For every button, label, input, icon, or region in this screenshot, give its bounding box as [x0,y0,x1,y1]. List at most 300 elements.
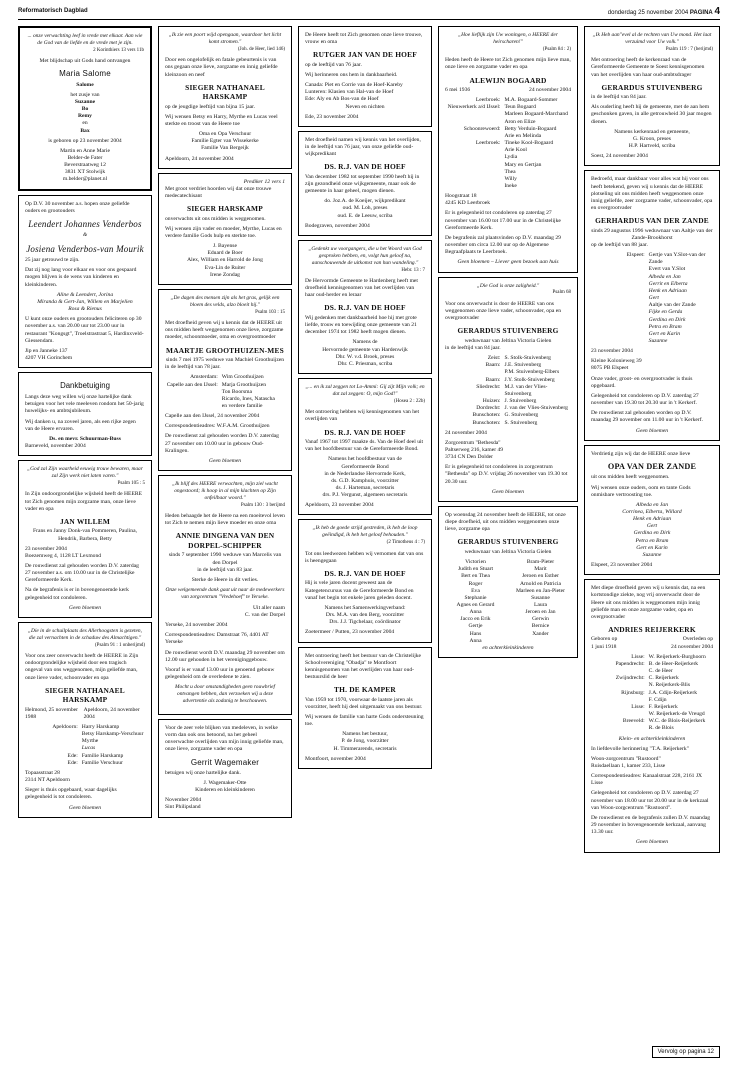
location-date: Elspeet, 23 november 2004 [591,562,653,569]
notice-intro: Bedroefd, maar dankbaar voor alles wat hij voor ons heeft betekend, geven wij u kennis dat de HEERE plotseling uit ons midden heeft weggenomen onze innig geliefde, zeer zorgzame vader, schoonvader, opa en overgrootvader [591,176,713,212]
family-row: Mary en Gertjan [504,161,542,168]
notice-quote-ref: (Hosea 2 : 22b) [394,398,425,404]
widow-of: weduwnaar van Jeltina Victoria Gielen [464,548,552,555]
address-line: Paltserweg 216, kamer 49 [445,447,504,453]
signature: ds. J. Harteman, secretaris [335,484,395,491]
location-date: Apeldoorn, 23 november 2004 [305,502,374,509]
signature: oud. M. Loh, preses [342,205,388,212]
newspaper-name: Reformatorisch Dagblad [18,8,88,14]
family-row: Gerrit en Elberta [648,280,688,287]
funeral-text: De rouwdienst zal gehouden worden op D.V. maandag 29 november om 11.00 uur in 't Kerkerf. [591,410,704,424]
notice-intro: Met diepe droefheid geven wij u kennis dat, na een kortstondige ziekte, nog vrij onverwacht door de Heere uit ons midden is weggenomen mijn innig geliefde man en onze zorgzame vader, opa en overgrootvader [591,585,706,620]
deceased-name: TH. DE KAMPER [334,685,396,695]
family-row: Leerbroek: M.A. Bogaard-Sommer [475,97,558,104]
family-row: Capelle aan den IJssel: Marja Groothuijzen [166,381,267,388]
family-row: Ricardo, Ines, Natascha [221,395,275,402]
condolence-text: Gelegenheid tot condoleren op D.V. zaterdag 27 november van 19.30 tot 20.30 uur in 't Kerkerf. [591,392,699,407]
death-notice [18,460,152,618]
notice-quote: „De dagen des mensen zijn als het gras, gelijk een bloem des velds, alzo bloeit hij." [170,294,280,308]
grandchild: Eva [471,587,480,594]
birth-date: Geboren op 1 juni 1918 [591,636,618,650]
family-list [445,355,571,427]
death-notice [438,26,578,273]
grandchild: Agnes en Gerard [456,601,495,608]
death-notice [298,26,432,127]
correspondence-address: Correspondentieadres: Damstraat 76, 4401 AT Yerseke [165,632,269,646]
location-date: Zoetermeer / Putten, 23 november 2004 [305,629,395,636]
address-line: Ruisdaellaan 1, kamer 233, Lisse [591,762,666,769]
family-row: Aron en Elize [504,118,536,125]
page-label: PAGINA [689,10,713,16]
widow-of: sinds 29 augustus 1996 weduwnaar van Aaltje van der Zande-Brookhorst [591,227,713,241]
signature: Drs. J.J. Tigchelaar, coördinator [329,619,401,626]
death-notice [584,26,720,166]
correspondence-address: Correspondentieadres: Kanaalstraat 228, 2161 JX Lisse [591,773,703,787]
column-5 [584,26,720,1031]
family-row: Amsterdam: Wim Groothuijzen [190,374,264,381]
deceased-name: OPA VAN DER ZANDE [607,461,697,471]
signature: J. Bayense [213,243,237,250]
page-number: 4 [714,6,720,17]
birth-date: is geboren op 23 november 2004 [48,137,122,144]
grandchild: Hans [469,630,482,637]
notice-footnote: Mocht u door omstandigheden geen rouwbrief ontvangen hebben, dan verzoeken wij u deze advertentie als zodanig te beschouwen. [175,684,275,705]
family-line: Gert [646,523,658,530]
family-line: Kinderen en kleinkinderen [195,787,255,794]
family-row: Fijke en Gerda [648,309,683,316]
grandchild: Marleen en Jan-Pieter [515,587,566,594]
wish-text: Wij wensen Betsy en Harry, Myrthe en Lucas veel sterkte en troost van de Heere toe [165,113,278,127]
location-date: Montfoort, november 2004 [305,755,366,762]
location-date: Capelle aan den IJssel, 24 november 2004 [165,413,260,420]
family-row: Henk en Adriaan [648,287,687,294]
family-row: Suzanne [648,337,668,344]
address-line: 4207 VH Gorinchem [25,355,73,361]
thanks-quote: Onze welgemeende dank gaat uit naar de medewerkers van zorgcentrum "Vredehoef" te Yerseke. [165,587,285,600]
family-line: Neven en nichten [345,103,385,110]
family-list [25,724,145,767]
column-3 [298,26,432,1046]
grandchildren-list [445,559,571,645]
family-row: Gert [648,295,659,302]
thanks-notice [158,719,292,818]
family-row: R. de Blois [648,725,674,732]
family-row: W. Reijerkerk-de Vreugd [648,711,705,718]
family-row: Zwijndrecht: C. Reijerkerk [615,675,679,682]
family-list [591,252,713,345]
family-row: Willy [504,175,517,182]
family-row: F. Cdijn [648,696,667,703]
thanks-text: Voor de zeer vele blijken van medeleven, in welke vorm dan ook ons betoond, na het geheel onverwachte overlijden van mijn innig geliefde man, onze lieve, zorgzame vader en opa [165,724,284,753]
notice-quote-ref: (Psalm 84 : 2) [542,46,571,52]
thanks-text: Langs deze weg willen wij onze hartelijke dank betuigen voor het vele meeleven rondom het 50-jarig huwelijks- en ambtsjubileum. [25,394,144,415]
family-line: Frans en Janny Donk-van Pommeren, Paulina, Hendrik, Barbera, Betty [33,528,137,542]
signature: Dhr. W. v.d. Broek, preses [335,353,395,360]
family-row: Rijnsburg: J.A. Cdijn-Reijerkerk [621,689,697,696]
notice-intro: Heden behaagde het de Heere na een moeitevol leven tot Zich te nemen mijn lieve moeder en onze oma [165,513,285,527]
notice-quote-ref: (Joh. de Heer, lied 146) [237,46,285,52]
ampersand: & [82,232,88,239]
signature: Namens het hoofdbestuur van de [328,456,402,463]
grandchild: Anna [469,637,482,644]
notice-quote: „... en ik zal zeggen tot Lo-Ammi: Gij zijt Mijn volk; en dat zal zeggen: O, mijn God!" [305,384,425,397]
deceased-name: GERHARDUS VAN DER ZANDE [595,216,709,226]
condolence-text: Er is gelegenheid tot condoleren op zaterdag 27 november van 16.00 tot 17.00 uur in de Christelijke Gereformeerde Kerk. [445,210,561,231]
family-row: Apeldoorn: Harry Harskamp [52,724,120,730]
family-row: Papendrecht: B. de Heer-Reijerkerk [615,660,699,667]
age-text: op de leeftijd van 76 jaar. [305,61,362,68]
family-line: Canada: Piet en Corrie van de Hoef-Kareby [305,82,403,89]
notice-intro: Voor ons onverwacht is door de HEERE van ons weggenomen onze lieve vader, schoonvader, opa en overgrootvader [445,300,562,322]
family-row: Marleen Bogaard-Marchand [504,111,568,118]
death-notice [158,173,292,285]
death-notice [298,378,432,515]
funeral-text: De rouwdienst en de begrafenis zullen D.V. maandag 29 november in bovengenoemde kerkzaal, aanvang 13.30 uur. [591,814,711,836]
family-row: Zeist: S. Stolk-Stuivenberg [487,355,551,362]
grandchild: Victorien [465,559,486,566]
age-text: op de leeftijd van 88 jaar. [591,241,648,248]
condolence-text: Gelegenheid tot condoleren op D.V. zaterdag 27 november van 18.00 uur tot 20.00 uur in de kerkzaal van Woon-zorgcentrum "Rustoord". [591,790,709,811]
deceased-name: ALEWIJN BOGAARD [469,75,547,85]
viewing-text: Onze vader, groot- en overgrootvader is thuis opgebaard. [591,375,693,389]
signature: P. de Jong, voorzitter [341,738,389,745]
notice-intro: Op woensdag 24 november heeft de HEERE, tot onze diepe droefheid, uit ons midden weggenomen onze lieve, zorgzame opa [445,511,566,533]
death-notice [158,289,292,471]
signature: Irene Zondag [210,271,240,278]
address-line: Beverstraatweg 12 [64,162,106,169]
notice-intro: Verdrietig zijn wij dat de HEERE onze lieve [591,450,691,457]
column-4 [438,26,578,1046]
location-date: November 2004 [165,797,202,804]
family-row: Bunschoten: S. Stuivenberg [472,419,538,426]
no-flowers: Geen bloemen – Liever geen bezoek aan huis [457,259,559,266]
death-notice [298,647,432,769]
page-date: donderdag 25 november 2004 PAGINA 4 [607,6,720,17]
family-line: Aline & Leendert, Jorina [56,291,114,298]
family-row: Bunschoten: G. Stuivenberg [472,412,539,419]
birth-death-dates [591,636,713,650]
family-row: Lisse: W. Reijerkerk-Burghoorn [631,653,706,660]
funeral-text: De begrafenis zal plaatsvinden op D.V. maandag 29 november om circa 12.00 uur op de Algemene Begraafplaats te Leerbroek. [445,234,561,256]
family-line: Corrinea, Elberta, Willard [622,508,682,515]
wish-text: Wij wensen de familie van harte Gods ondersteuning toe. [305,713,424,728]
signature: oud. E. de Leeuw, scriba [337,212,393,219]
notice-quote: ... onze verwachting leef in vrede met elkaar. Aan wie de God van de liefde en de vrede met je zijn. [27,33,143,46]
memory-text: In liefdevolle herinnering "T.A. Reijerkerk" [591,745,689,752]
widow-of: weduwnaar van Jeltina Victoria Gielen [464,337,552,344]
grandchild: Marit [534,566,547,573]
notice-quote-ref: Psalm 68 [552,290,571,296]
family-list [165,374,285,410]
family-row: Betsy Harskamp-Verschuur [81,731,144,738]
column-2 [158,26,292,1046]
family-row: Ede: Familie Verschuur [67,759,123,766]
signature: Namens de [352,339,378,346]
header-rule [18,19,720,20]
family-row: Schoonrewoerd: Betty Verduin-Bogaard [463,125,557,132]
notice-quote-ref: Psalm 105 : 5 [117,481,145,487]
address-line: 4245 KD Leerbroek [445,200,491,207]
signature: Gereformeerde Bond [341,463,389,470]
baby-nickname: Salome [76,81,94,88]
family-line: Lunteren: Klasien van Hal-van de Hoef [305,89,394,96]
address-line: Boezemweg 4, 1128 LT Lexmond [25,552,102,559]
notice-quote-ref: (Psalm 91 : 1 onberijmd) [95,642,145,648]
notice-intro: Heden heeft de Heere tot Zich genomen mijn lieve man, onze lieve en zorgzame vader en opa [445,57,571,71]
page-header [18,6,720,18]
location: Sint Philipsland [165,804,201,811]
parent-line: Belder-de Fater [67,155,103,161]
family-row: Nieuwerkerk a/d IJssel: Teun Bogaard [447,104,536,111]
spouse-name: Josiena Venderbos-van Mourik [26,243,144,254]
wish-text: Dat zij nog lang voor elkaar en voor ons gespaard mogen blijven is de wens van kinderen en kleinkinderen. [25,267,137,288]
address-line: 8075 PB Elspeet [591,365,629,372]
notice-quote-ref: Psalm 119 : 7 (berijmd) [665,46,713,52]
signature: in de Nederlandse Hervormde Kerk, [324,470,406,477]
notice-intro: Voor ons zeer onverwacht heeft de HEERE in Zijn ondoorgrondelijke wijsheid door een tragisch ongeval van ons weggenomen, mijn geliefde man, onze lieve vader, schoonvader en opa [25,653,139,681]
deceased-name: DS. R.J. VAN DE HOEF [324,427,406,437]
spouse-name: Leendert Johannes Venderbos [28,218,142,229]
age-text: in de leeftijd van 84 jaar. [445,344,501,351]
notice-quote: „God zal Zijn waarheid eeuwig trouw bewaren, maar zal Zijn werk niet laten varen." [27,466,143,480]
death-notice [298,240,432,374]
notice-intro: Door een ongelofelijk en fatale gebeurtenis is van ons gegaan onze lieve, zorgzame en innig geliefde kleinzoon en neef [165,57,278,78]
grandchild: Jeroen en Jan [525,609,556,616]
notice-quote: „Ik zie een poort wijd opengaan, waardoor het licht komt stromen." [168,32,282,45]
family-row: Evert van Y.Slot [648,266,686,273]
death-notice [298,519,432,642]
family-row: Arie Kool [504,147,527,154]
notice-quote: „Die in de schuilplaats des Allerhoogsten is gezeten, die zal vernachten in de schaduw des Almachtigen." [28,627,142,641]
family-row: Arie en Melinda [504,132,542,139]
signature: Namens het bestuur, [342,731,388,738]
signature: Namens kerkenraad en gemeente, [614,128,690,135]
sibling: Bo [81,106,89,113]
grandchild: Jacco en Erik [460,616,491,623]
family-row: Ineke [504,183,517,190]
memory-text: Wij herinneren ons hem in dankbaarheid. [305,71,398,78]
wish-text: Wij wensen zijn vader en moeder, Myrthe, Lucas en verdere familie Gods hulp en sterkte toe. [165,225,282,239]
notice-date: 23 november 2004 [25,545,67,552]
location-date: Soest, 24 november 2004 [591,153,648,160]
signature: Drs. M.A. van den Berg, voorzitter [325,612,405,619]
grandchild: Roger [468,580,483,587]
notice-quote-ref: Hebr. 13 : 7 [401,267,425,273]
death-notice [584,170,720,440]
family-line: Gert en Karin [636,544,668,551]
family-row: Lucas [81,745,96,752]
birth-death-dates [445,87,571,94]
deceased-name: MAARTJE GROOTHUIZEN-MES [166,345,284,355]
deceased-name: JAN WILLEM [59,516,111,526]
signature: H. Timmerarends, secretaris [333,745,397,752]
family-row: en verdere familie [221,402,263,409]
grandchild: Jeroen en Esther [522,573,559,580]
reception-text: U kunt onze ouders en grootouders feliciteren op 30 november a.s. van 20.00 uur tot 23.00 uur in restaurant "Kongsgt", Troelstrastraat 5, Hardinxveld-Giessendam. [25,316,144,344]
grandchild: Laura [533,601,548,608]
birth-death-dates [25,707,145,721]
family-line: Uit aller naam [253,604,285,611]
signature: do. Joz.A. de Koeijer, wijkpredikant [324,198,406,205]
family-row: Baarn: J.E. Stuivenberg [485,362,542,369]
signature: Dhr. C. Priesman, scriba [337,360,393,367]
death-date: Apeldoorn, 24 november 2004 [83,706,140,720]
notice-intro: Met blijdschap uit Gods hand ontvangen [39,58,131,65]
grandchild: Arnold en Patricia [519,580,561,587]
signature: Ds. en mevr. Schuurman-Buss [49,435,121,442]
family-row: Ton Boorsma [221,388,253,395]
birth-date: Helmond, 25 november 1988 [25,706,78,720]
family-line: Gerdina en Dirk [633,530,671,537]
notice-intro: De Hervormde Gemeente te Hardenberg heeft met droefheid kennisgenomen van het overlijden van haar oud-herder en leraar [305,278,418,299]
death-date: Overleden op 24 november 2004 [671,636,713,650]
address-line: 3831 XT Stolwijk [64,169,106,176]
funeral-text: De rouwdienst zal gehouden worden D.V. zaterdag 27 november om 10.00 uur in gebouw Oud-Kralingen. [165,433,279,454]
thanks-notice [18,372,152,456]
family-line: Miranda & Gert-Jan, Willem en Marjelien [37,298,133,305]
notice-text: Als ouderling heeft hij de gemeente, met de aan hem geschonken gaven, in alle getrouwheid 30 jaar mogen dienen. [591,104,712,125]
death-notice [18,622,152,818]
signature: Alex, William en Harrold de Jong [187,257,263,264]
thanks-text: Wij danken u, na zoveel jaren, als een rijke zegen van de Heere ervaren. [25,418,136,432]
notice-quote-ref: Prediker 12 vers 1 [243,178,285,185]
email-address: m.belder@planet.nl [62,176,108,183]
no-flowers: Geen bloemen [635,427,669,434]
family-line: Familie Van Bergeijk [201,145,249,152]
funeral-text: De rouwdienst wordt D.V. maandag 29 november om 12.00 uur gehouden in het vereniginggebouw. [165,649,285,663]
deceased-name: GERARDUS STUIVENBERG [457,537,559,547]
continued-on-page-link[interactable]: Vervolg op pagina 12 [652,1046,720,1058]
grandchild: Stephanie [464,594,487,601]
family-line: J. Wagemaker-Otte [203,780,247,786]
condolence-text: Er is gelegenheid tot condoleren in zorgcentrum "Bethesda" op D.V. vrijdag 26 november van 19.30 tot 20.30 uur. [445,464,568,485]
notice-quote-ref: (2 Timotheus 4 : 7) [386,540,425,546]
notice-quote: „Gedenkt uw voorgangers, die u het Woord van God gesproken hebben, en, volgt hun geloof na, aanschouwende de uitkomst van hun wandeling." [308,245,422,266]
location-date: Yerseke, 24 november 2004 [165,622,228,629]
family-row: Leerbroek: Tineke Kool-Bogaard [475,140,554,147]
family-row: Ede: Familie Harskamp [67,752,124,759]
family-line: Oma en Opa Verschuur [198,131,252,138]
grandchild: Anna [469,609,482,616]
address-line: Topaasstraat 28 [25,769,60,776]
family-line: Petra en Bram [635,537,669,544]
notice-text: onverwachts uit ons midden is weggenomen. [165,215,266,222]
family-line: Ede: Aly en Ab Bos-van de Hoef [305,96,379,103]
column-1 [18,26,152,1046]
notice-intro: Met ontroering heeft de kerkenraad van de Gereformeerde Gemeente te Soest kennisgenomen van het overlijden van haar oud-ambtsdrager [591,57,705,78]
death-notice [584,445,720,576]
age-text: op de jeugdige leeftijd van bijna 15 jaar. [165,103,256,110]
age-text: in de leeftijd van 78 jaar. [165,364,221,371]
notice-quote-ref: 2 Korinthiers 13 vers 11b [93,47,144,53]
years-married: 25 jaar getrouwd te zijn. [25,257,80,264]
condolence-text: Na de begrafenis is er in bovengenoemde kerk gelegenheid tot condoleren. [25,587,129,601]
notice-intro: Met droefheid namen wij kennis van het overlijden, in de leeftijd van 76 jaar, van onze geliefde oud-wijkpredikant [305,136,421,158]
grandchild: Bert en Thea [461,573,490,580]
death-notice [438,506,578,658]
location-date: 24 november 2004 [445,429,487,436]
signature: G. Kroon, preses [633,135,671,142]
sibling: Remy [78,113,92,120]
no-flowers: Geen bloemen [208,457,242,464]
signature: Eva-Lin de Ruiter [204,264,246,271]
family-list [591,654,713,733]
grandchild: Bernice [531,623,550,630]
birth-notice [18,26,152,191]
deceased-name: DS. R.J. VAN DE HOEF [324,162,406,172]
family-row: P.M. Stuivenberg-Elbers [504,369,560,376]
death-date: 24 november 2004 [529,86,571,93]
family-row: Gert en Karin [648,330,681,337]
signature: drs. P.J. Vergunst, algemeen secretaris [322,492,408,499]
thanks-text: betuigen wij onze hartelijke dank. [165,769,241,776]
location-date: Bodegraven, november 2004 [305,222,370,229]
grandchild: Bram-Pieter [526,559,555,566]
family-row: N. Reijerkerk-Blis [648,682,690,689]
family-row: Baarn: J.Y. Stolk-Stuivenberg [485,376,555,383]
family-list [445,97,571,190]
family-line: Henk en Adriaan [632,516,672,523]
family-row: Aaltje van der Zande [648,302,696,309]
notice-quote: „Hoe lieflijk zijn Uw woningen, o HEERE der heirscharen!" [458,32,558,45]
notice-quote-ref: Psalm 103 : 15 [255,309,285,315]
deceased-name: SIEGER NATHANAEL HARSKAMP [45,685,125,705]
signature: Hervormde gemeente van Hardenwijk [322,346,408,353]
notice-intro: Met groot verdriet hoorden wij dat onze trouwe medecatechisant [165,185,272,200]
birth-date: 6 mei 1936 [445,86,471,93]
notice-text: Wij gedenken met dankbaarheid hoe hij met grote liefde, trouw en toewijding onze gemeente van 21 december 1974 tot 1982 heeft mogen dienen. [305,314,417,336]
family-row: Huizen: J. Stuivenberg [482,398,537,405]
death-notice [158,26,292,169]
death-notice [158,475,292,715]
notice-quote: „Die God is onze zaligheid." [476,282,540,289]
family-line: Familie Egter van Wissekerke [191,138,259,145]
address-line: 3734 CN Den Dolder [445,454,494,461]
parent-line: Martin en Anne Marie [60,147,110,154]
deceased-name: DS. R.J. VAN DE HOEF [324,303,406,313]
age-text: in de leeftijd van 84 jaar. [591,94,647,101]
sibling: Suzanne [74,98,96,105]
address-line: Jip en Janneke 137 [25,347,68,354]
notice-text: Vanaf 1967 tot 1997 maakte ds. Van de Hoef deel uit van het hoofdbestuur van de Gereformeerde Bond. [305,439,424,453]
death-notice [438,277,578,502]
deceased-name: SIEGER HARSKAMP [187,204,263,214]
notice-intro: Met ontroering hebben wij kennisgenomen van het overlijden van [305,409,420,423]
age-text: in de leeftijd van 83 jaar. [197,566,253,573]
grandchild: Gertje [468,623,483,630]
address-line: Kleine Kolonieweg 39 [591,358,642,365]
location-date: Barneveld, november 2004 [25,443,86,450]
notice-intro: Met ontroering heeft het bestuur van de Christelijke Schoolvereniging "Obadja" te Montfoort kennisgenomen van het overlijden van haar oud-bestuurslid de heer [305,652,422,680]
notice-text: Van 1959 tot 1970, voorwaar de laatste jaren als voorzitter, heeft hij deel uitgemaakt van ons bestuur. [305,696,423,710]
sibling: Bax [80,127,90,134]
address-line: Zorgcentrum "Bethesda" [445,439,501,446]
deceased-name: RUTGER JAN VAN DE HOEF [313,50,417,60]
deceased-name: ANDRIES REIJERKERK [608,625,696,635]
comfort-text: Sterke de Heere in dit verlies. [191,576,259,583]
no-flowers: Geen bloemen [491,488,525,495]
siblings-intro: het zusje van [70,91,100,98]
location-date: 23 november 2004 [591,348,633,355]
wish-text: Wij wensen onze ouders, oom en tante Gods onmisbare vertroosting toe. [591,484,691,498]
notice-intro: Met droefheid geven wij u kennis dat de HEERE uit ons midden heeft weggenomen onze lieve, zorgzame moeder, schoonmoeder, oma en overgrootmoeder [165,320,284,341]
family-row: Sliedrecht: M.J. van der Vlies-Stuivenberg [476,383,548,397]
family-row: Breeveld: W.C. de Blois-Reijerkerk [622,718,706,725]
funeral-text: De rouwdienst zal gehouden worden D.V. zaterdag 27 november a.s. om 10.00 uur in de Christelijke Gereformeerde Kerk. [25,562,139,584]
sibling-conjunction: en [82,120,88,127]
notice-quote: „Ik heb de goede strijd gestreden, ik heb de loop geëindigd, ik heb het geloof behouden." [312,525,418,539]
family-line: en achterkleinkinderen [482,644,534,651]
